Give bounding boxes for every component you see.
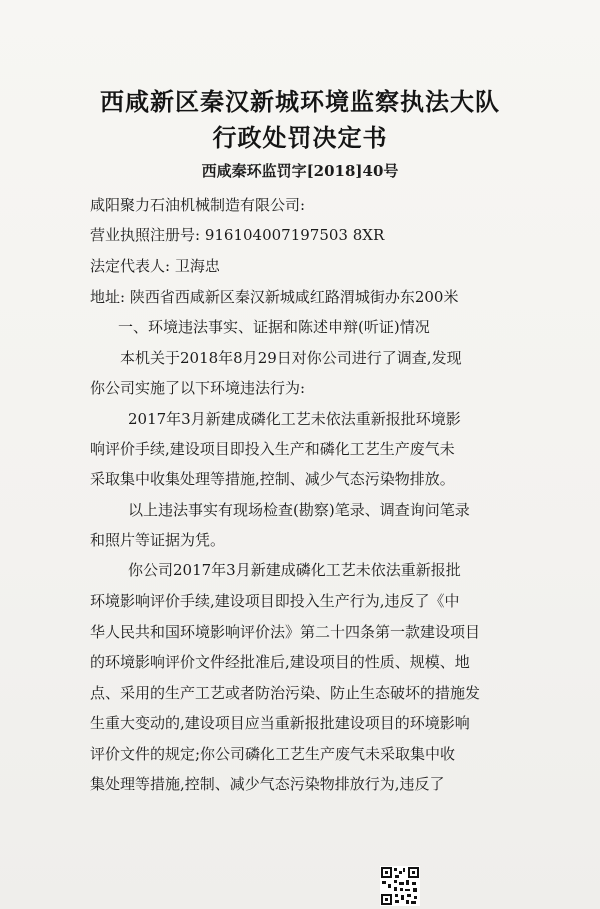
paragraph-line: 本机关于2018年8月29日对你公司进行了调查,发现: [120, 349, 462, 367]
document-title-line2: 行政处罚决定书: [212, 124, 388, 152]
section1-heading: 一、环境违法事实、证据和陈述申辩(听证)情况: [118, 318, 430, 336]
business-license: 营业执照注册号: 916104007197503 8XR: [90, 226, 385, 244]
paragraph-line: 和照片等证据为凭。: [90, 531, 226, 549]
paragraph-line: 评价文件的规定;你公司磷化工艺生产废气未采取集中收: [90, 745, 456, 763]
qr-code-icon: [380, 866, 420, 906]
document-title-line1: 西咸新区秦汉新城环境监察执法大队: [100, 88, 500, 116]
company-name: 咸阳聚力石油机械制造有限公司:: [90, 196, 306, 214]
paragraph-line: 以上违法事实有现场检查(勘察)笔录、调查询问笔录: [128, 501, 470, 519]
company-address: 地址: 陕西省西咸新区秦汉新城咸红路渭城街办东200米: [90, 288, 459, 306]
paragraph-line: 采取集中收集处理等措施,控制、减少气态污染物排放。: [90, 470, 455, 488]
paragraph-line: 你公司实施了以下环境违法行为:: [90, 379, 306, 397]
paragraph-line: 你公司2017年3月新建成磷化工艺未依法重新报批: [128, 561, 461, 579]
paragraph-line: 点、采用的生产工艺或者防治污染、防止生态破坏的措施发: [90, 684, 481, 702]
paragraph-line: 生重大变动的,建设项目应当重新报批建设项目的环境影响: [90, 714, 470, 732]
paragraph-line: 响评价手续,建设项目即投入生产和磷化工艺生产废气未: [90, 440, 455, 458]
legal-representative: 法定代表人: 卫海忠: [90, 257, 220, 275]
paragraph-line: 2017年3月新建成磷化工艺未依法重新报批环境影: [128, 410, 461, 428]
document-number: 西咸秦环监罚字[2018]40号: [201, 162, 399, 180]
paragraph-line: 华人民共和国环境影响评价法》第二十四条第一款建设项目: [90, 623, 481, 641]
paragraph-line: 集处理等措施,控制、减少气态污染物排放行为,违反了: [90, 775, 445, 793]
paragraph-line: 环境影响评价手续,建设项目即投入生产行为,违反了《中: [90, 592, 460, 610]
paragraph-line: 的环境影响评价文件经批准后,建设项目的性质、规模、地: [90, 653, 470, 671]
